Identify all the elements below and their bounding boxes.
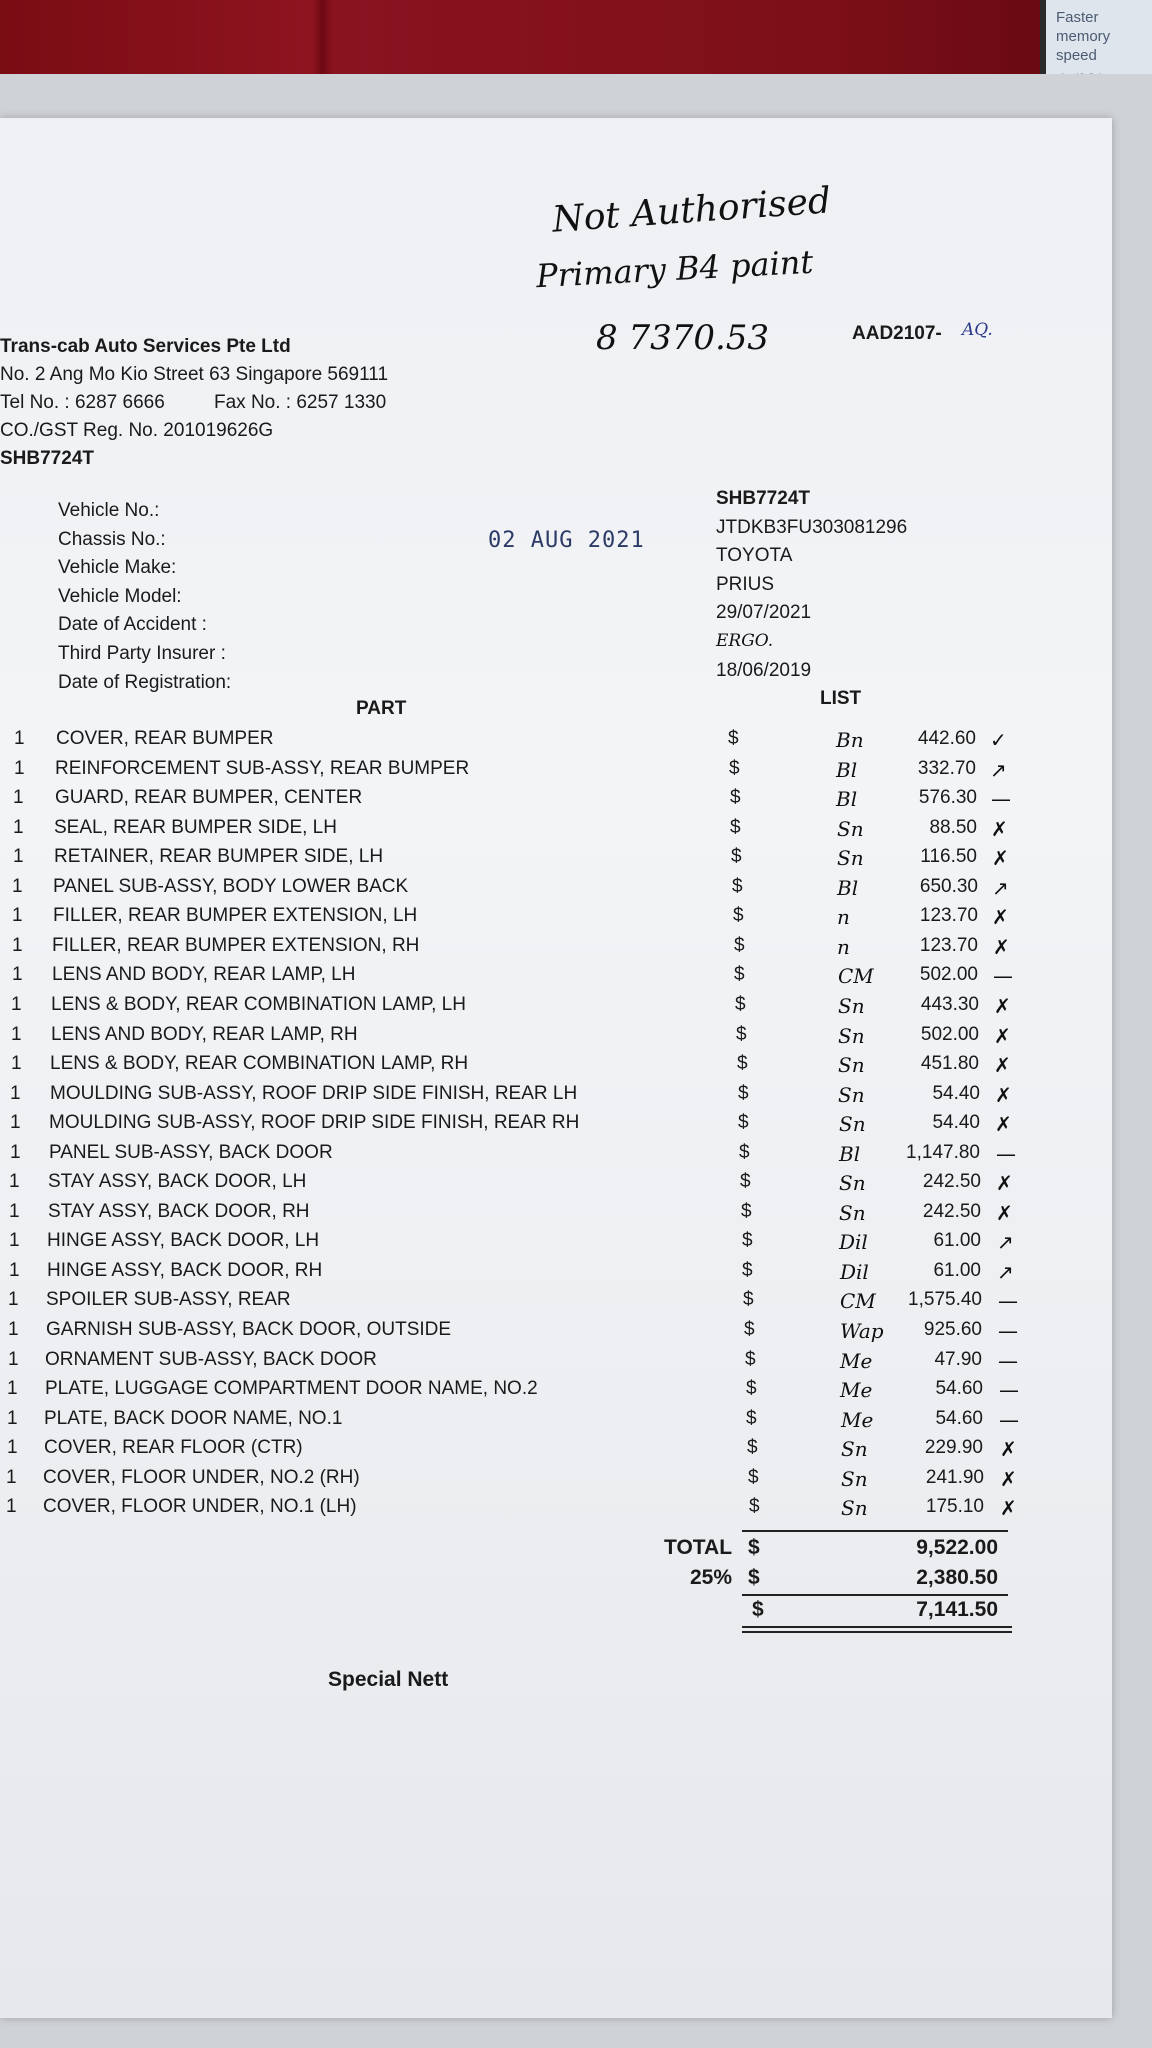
vehicle-field-label: Vehicle Model: [58,586,182,607]
row-qty: 1 [13,846,24,867]
row-list-price: 229.90 [924,1437,983,1458]
row-qty: 1 [7,1408,18,1429]
row-currency: $ [747,1437,758,1458]
row-currency: $ [730,787,741,808]
row-currency: $ [744,1319,755,1340]
row-list-price: 88.50 [929,817,977,838]
row-qty: 1 [9,1260,20,1281]
vehicle-field-label: Third Party Insurer : [58,643,226,664]
row-check-mark: ↗ [990,758,1007,782]
row-list-price: 502.00 [919,964,978,985]
row-currency: $ [739,1142,750,1163]
vehicle-ref: SHB7724T [0,448,94,469]
rule [742,1631,1012,1633]
row-handwritten-code: CM [838,964,874,988]
row-list-price: 1,147.80 [906,1142,980,1163]
part-header: PART [356,698,407,719]
row-currency: $ [746,1408,757,1429]
row-part-name: SPOILER SUB-ASSY, REAR [46,1289,291,1310]
vehicle-field-label: Vehicle No.: [58,500,160,521]
row-currency: $ [737,1053,748,1074]
row-part-name: MOULDING SUB-ASSY, ROOF DRIP SIDE FINISH, REAR LH [50,1083,578,1104]
vehicle-field-value: SHB7724T [716,488,810,509]
row-currency: $ [742,1230,753,1251]
row-handwritten-code: n [837,905,850,929]
total-value: 9,522.00 [916,1536,998,1559]
row-part-name: COVER, FLOOR UNDER, NO.2 (RH) [43,1467,360,1488]
row-part-name: COVER, REAR FLOOR (CTR) [44,1437,303,1458]
row-qty: 1 [13,787,24,808]
company-tel: Tel No. : 6287 6666 [0,392,165,413]
row-check-mark: ✓ [990,728,1007,752]
row-check-mark: — [993,964,1013,988]
row-qty: 1 [10,1112,21,1133]
currency-symbol: $ [748,1536,760,1559]
row-handwritten-code: Sn [838,1083,865,1107]
row-handwritten-code: Sn [838,1024,865,1048]
row-part-name: STAY ASSY, BACK DOOR, RH [48,1201,310,1222]
discount-label: 25% [690,1566,733,1589]
row-qty: 1 [7,1437,18,1458]
row-list-price: 54.60 [935,1378,983,1399]
row-currency: $ [748,1467,759,1488]
row-check-mark: ✗ [993,935,1010,959]
row-part-name: HINGE ASSY, BACK DOOR, RH [47,1260,323,1281]
row-qty: 1 [12,935,23,956]
row-check-mark: ✗ [992,905,1009,929]
row-currency: $ [740,1171,751,1192]
row-check-mark: ✗ [991,817,1008,841]
row-handwritten-code: Sn [841,1437,868,1461]
row-qty: 1 [6,1467,17,1488]
row-handwritten-code: CM [840,1289,876,1313]
row-qty: 1 [11,1024,22,1045]
row-qty: 1 [13,817,24,838]
vehicle-field-value: 29/07/2021 [716,602,812,623]
row-check-mark: — [998,1289,1018,1313]
row-currency: $ [733,905,744,926]
row-handwritten-code: Bl [837,876,859,900]
row-currency: $ [738,1112,749,1133]
row-handwritten-code: Sn [839,1201,866,1225]
row-check-mark: — [998,1319,1018,1343]
row-list-price: 241.90 [925,1467,984,1488]
row-currency: $ [734,935,745,956]
row-handwritten-code: Sn [839,1112,866,1136]
row-handwritten-code: Sn [837,817,864,841]
row-qty: 1 [10,1083,21,1104]
row-handwritten-code: Dil [840,1260,869,1284]
vehicle-field-label: Date of Accident : [58,614,207,635]
company-fax: Fax No. : 6257 1330 [214,392,387,413]
row-handwritten-code: Me [840,1349,873,1373]
row-handwritten-code: Sn [839,1171,866,1195]
row-check-mark: ✗ [995,1112,1012,1136]
row-currency: $ [732,876,743,897]
row-check-mark: ✗ [994,994,1011,1018]
row-part-name: PLATE, LUGGAGE COMPARTMENT DOOR NAME, NO.2 [45,1378,538,1399]
row-part-name: PLATE, BACK DOOR NAME, NO.1 [44,1408,343,1429]
rule [742,1594,1008,1596]
row-list-price: 1,575.40 [908,1289,982,1310]
handwritten-note: Not Authorised [550,180,833,241]
reference-number: AAD2107- [852,323,942,344]
row-currency: $ [734,964,745,985]
row-check-mark: — [991,787,1011,811]
row-currency: $ [728,728,739,749]
row-part-name: SEAL, REAR BUMPER SIDE, LH [54,817,337,838]
row-check-mark: ✗ [994,1053,1011,1077]
row-handwritten-code: Sn [841,1467,868,1491]
sticker-text: memory [1056,28,1111,45]
row-list-price: 123.70 [919,935,978,956]
row-list-price: 242.50 [922,1171,981,1192]
row-currency: $ [731,846,742,867]
vehicle-field-label: Chassis No.: [58,529,166,550]
row-part-name: STAY ASSY, BACK DOOR, LH [48,1171,307,1192]
row-handwritten-code: Bl [836,758,858,782]
row-list-price: 54.40 [932,1112,980,1133]
row-part-name: RETAINER, REAR BUMPER SIDE, LH [54,846,384,867]
row-handwritten-code: Bl [839,1142,861,1166]
row-part-name: REINFORCEMENT SUB-ASSY, REAR BUMPER [55,758,470,779]
row-qty: 1 [12,876,23,897]
row-qty: 1 [6,1496,17,1517]
row-qty: 1 [9,1230,20,1251]
row-part-name: GARNISH SUB-ASSY, BACK DOOR, OUTSIDE [46,1319,452,1340]
row-handwritten-code: Sn [838,994,865,1018]
row-qty: 1 [7,1378,18,1399]
row-handwritten-code: Sn [838,1053,865,1077]
row-list-price: 116.50 [920,846,977,867]
vehicle-field-value: PRIUS [716,574,775,595]
row-list-price: 175.10 [925,1496,984,1517]
row-qty: 1 [11,994,22,1015]
row-qty: 1 [8,1289,19,1310]
vehicle-field-value: ERGO. [716,631,774,651]
row-qty: 1 [8,1319,19,1340]
row-check-mark: ↗ [997,1230,1014,1254]
company-address: No. 2 Ang Mo Kio Street 63 Singapore 569111 [0,364,389,385]
date-stamp: 02 AUG 2021 [488,528,645,553]
vehicle-field-label: Vehicle Make: [58,557,177,578]
row-list-price: 123.70 [919,905,978,926]
row-part-name: FILLER, REAR BUMPER EXTENSION, LH [53,905,418,926]
row-list-price: 61.00 [933,1230,981,1251]
row-qty: 1 [14,758,25,779]
row-check-mark: ✗ [1000,1437,1017,1461]
row-part-name: LENS & BODY, REAR COMBINATION LAMP, LH [51,994,466,1015]
row-part-name: MOULDING SUB-ASSY, ROOF DRIP SIDE FINISH, REAR RH [49,1112,580,1133]
row-part-name: FILLER, REAR BUMPER EXTENSION, RH [52,935,420,956]
row-currency: $ [736,1024,747,1045]
row-list-price: 451.80 [920,1053,979,1074]
vehicle-field-label: Date of Registration: [58,672,232,693]
row-check-mark: ✗ [1000,1496,1017,1520]
row-part-name: LENS AND BODY, REAR LAMP, RH [51,1024,358,1045]
row-part-name: HINGE ASSY, BACK DOOR, LH [47,1230,320,1251]
row-list-price: 54.60 [935,1408,983,1429]
row-check-mark: — [996,1142,1016,1166]
footer-note: Special Nett [328,1668,449,1691]
row-list-price: 47.90 [934,1349,982,1370]
row-check-mark: ✗ [992,846,1009,870]
company-name: Trans-cab Auto Services Pte Ltd [0,336,291,357]
row-check-mark: ↗ [997,1260,1014,1284]
list-header: LIST [820,688,862,709]
row-list-price: 442.60 [917,728,976,749]
vehicle-field-value: 18/06/2019 [716,660,812,681]
row-currency: $ [730,817,741,838]
currency-symbol: $ [752,1598,764,1621]
row-handwritten-code: n [837,935,850,959]
row-handwritten-code: Me [841,1408,874,1432]
row-part-name: COVER, REAR BUMPER [56,728,274,749]
row-part-name: LENS & BODY, REAR COMBINATION LAMP, RH [50,1053,469,1074]
row-part-name: LENS AND BODY, REAR LAMP, LH [52,964,356,985]
row-check-mark: ✗ [996,1171,1013,1195]
row-check-mark: ✗ [1000,1467,1017,1491]
row-list-price: 650.30 [919,876,978,897]
row-check-mark: ↗ [992,876,1009,900]
row-handwritten-code: Sn [841,1496,868,1520]
rule [742,1626,1012,1628]
total-label: TOTAL [664,1536,733,1559]
row-currency: $ [729,758,740,779]
row-list-price: 443.30 [920,994,979,1015]
row-check-mark: — [999,1378,1019,1402]
row-part-name: COVER, FLOOR UNDER, NO.1 (LH) [43,1496,357,1517]
row-qty: 1 [10,1142,21,1163]
row-list-price: 925.60 [923,1319,982,1340]
row-handwritten-code: Me [840,1378,873,1402]
row-part-name: PANEL SUB-ASSY, BACK DOOR [49,1142,333,1163]
handwritten-note: Primary B4 paint [535,242,815,296]
row-handwritten-code: Bn [836,728,864,752]
currency-symbol: $ [748,1566,760,1589]
rule [742,1530,1008,1532]
row-qty: 1 [9,1201,20,1222]
row-qty: 1 [14,728,25,749]
row-currency: $ [749,1496,760,1517]
handwritten-amount: 8 7370.53 [596,318,770,358]
row-qty: 1 [11,1053,22,1074]
row-currency: $ [746,1378,757,1399]
row-part-name: ORNAMENT SUB-ASSY, BACK DOOR [45,1349,377,1370]
row-check-mark: ✗ [994,1024,1011,1048]
row-handwritten-code: Sn [837,846,864,870]
row-part-name: PANEL SUB-ASSY, BODY LOWER BACK [53,876,409,897]
row-qty: 1 [12,905,23,926]
row-currency: $ [735,994,746,1015]
discount-value: 2,380.50 [916,1566,998,1589]
row-handwritten-code: Dil [839,1230,868,1254]
row-list-price: 332.70 [917,758,976,779]
row-qty: 1 [8,1349,19,1370]
row-qty: 1 [9,1171,20,1192]
handwritten-reference: AQ. [962,320,993,340]
row-list-price: 54.40 [932,1083,980,1104]
row-currency: $ [741,1201,752,1222]
sticker-text: Faster [1056,9,1099,26]
row-part-name: GUARD, REAR BUMPER, CENTER [55,787,363,808]
row-handwritten-code: Wap [840,1319,884,1343]
row-list-price: 502.00 [920,1024,979,1045]
row-currency: $ [738,1083,749,1104]
row-qty: 1 [12,964,23,985]
net-value: 7,141.50 [916,1598,998,1621]
row-check-mark: — [998,1349,1018,1373]
sticker-text: speed [1056,47,1097,64]
row-check-mark: ✗ [995,1083,1012,1107]
row-handwritten-code: Bl [836,787,858,811]
company-reg: CO./GST Reg. No. 201019626G [0,420,274,441]
row-currency: $ [742,1260,753,1281]
vehicle-field-value: TOYOTA [716,545,793,566]
row-list-price: 61.00 [933,1260,981,1281]
row-list-price: 576.30 [918,787,977,808]
row-currency: $ [745,1349,756,1370]
row-check-mark: — [999,1408,1019,1432]
row-currency: $ [743,1289,754,1310]
row-list-price: 242.50 [922,1201,981,1222]
row-check-mark: ✗ [996,1201,1013,1225]
vehicle-field-value: JTDKB3FU303081296 [716,517,908,538]
